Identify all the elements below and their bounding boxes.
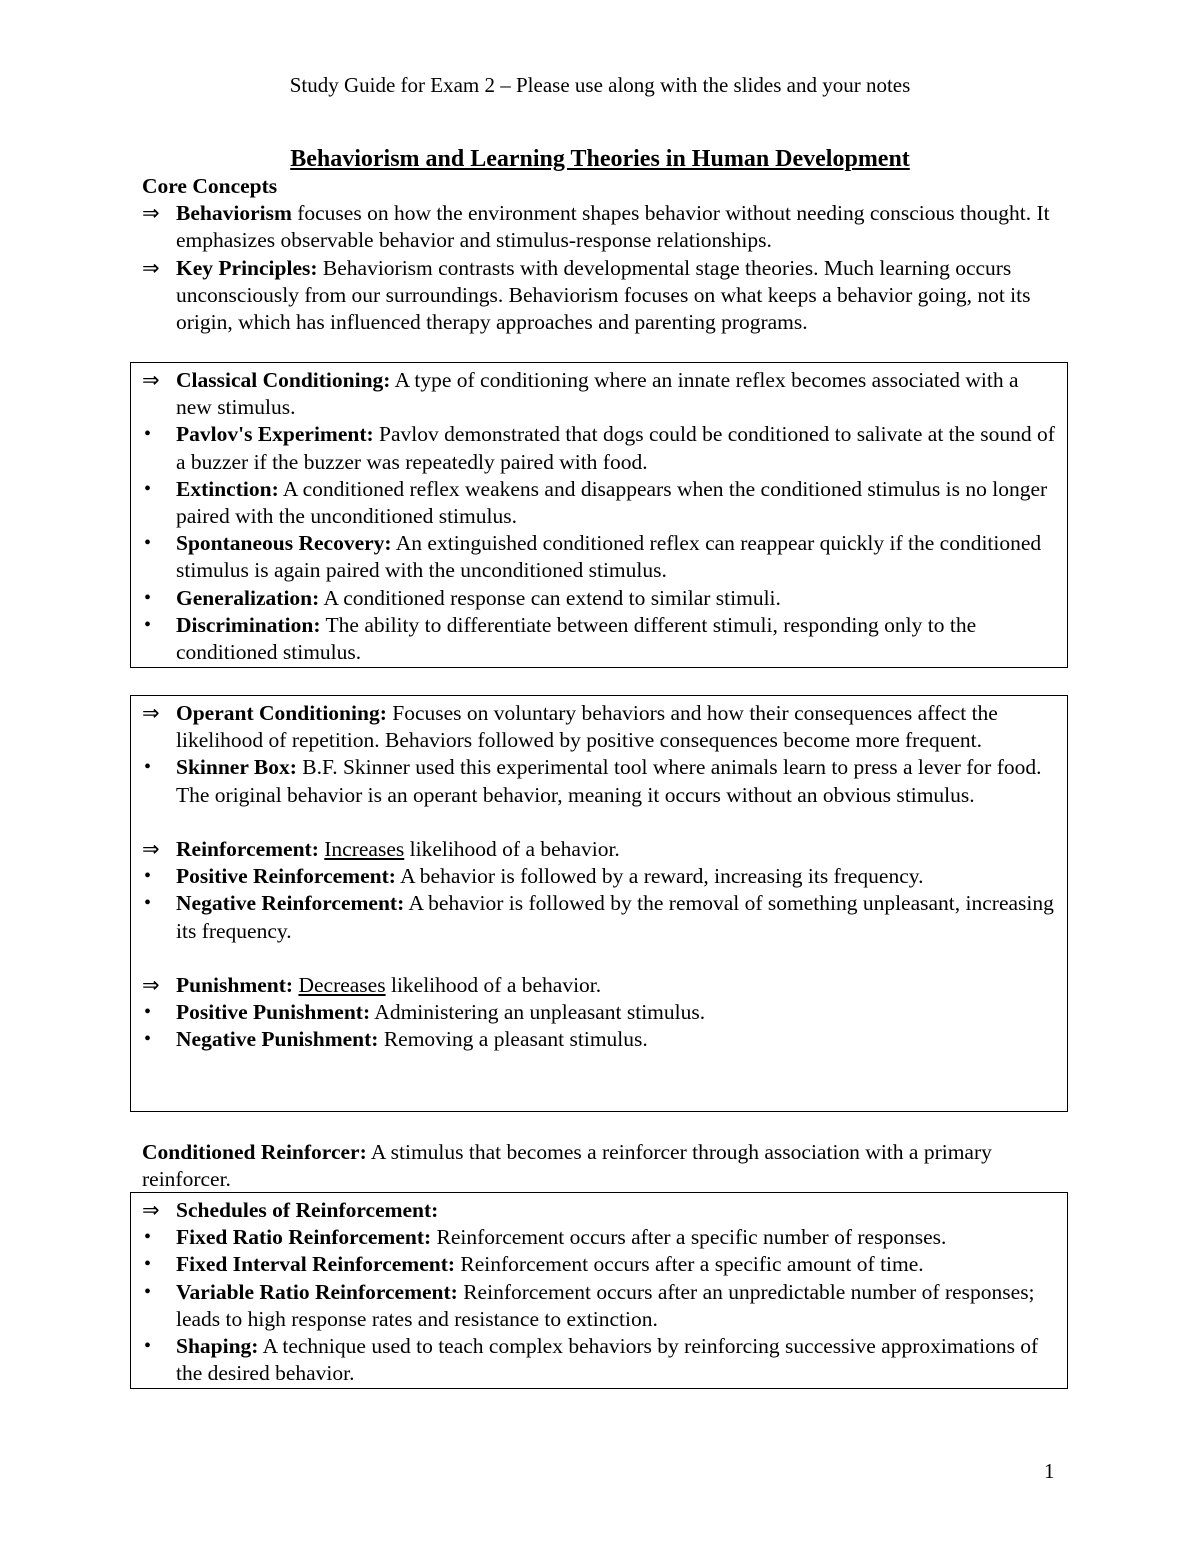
- arrow-icon: ⇒: [142, 1198, 160, 1222]
- classical-conditioning-box: [130, 362, 1068, 668]
- spacer: [142, 809, 1055, 836]
- bullet-item: • Extinction: A conditioned reflex weakens and disappears when the conditioned stimulus is no longer paired with the unconditioned stimulus.: [144, 476, 1048, 529]
- core-concepts-section: [142, 173, 1062, 336]
- bullet-item: • Fixed Interval Reinforcement: Reinforcement occurs after a specific amount of time.: [142, 1251, 1055, 1278]
- bullet-icon: •: [144, 1280, 152, 1303]
- page-number: 1: [1044, 1459, 1055, 1483]
- arrow-icon: ⇒: [142, 368, 160, 392]
- bullet-icon: •: [144, 865, 152, 888]
- bullet-item: • Negative Reinforcement: A behavior is followed by the removal of something unpleasant, increasing its frequency.: [144, 891, 1054, 943]
- schedules-box: [130, 1192, 1068, 1389]
- bullet-icon: •: [144, 1253, 152, 1276]
- spacer: [142, 945, 1055, 972]
- bullet-icon: •: [144, 532, 152, 555]
- bullet-icon: •: [144, 892, 152, 915]
- bullet-item: • Skinner Box: B.F. Skinner used this experimental tool where animals learn to press a lever for food. The original behavior is an operant behavior, meaning it occurs without an obvious stimulus.: [144, 755, 1042, 807]
- page-header: Study Guide for Exam 2 – Please use along with the slides and your notes: [289, 73, 911, 97]
- arrow-icon: ⇒: [142, 701, 160, 725]
- bullet-icon: •: [144, 1001, 152, 1024]
- operant-conditioning-box: [130, 695, 1068, 1112]
- bullet-icon: •: [144, 1335, 152, 1358]
- bullet-item: • Pavlov's Experiment: Pavlov demonstrated that dogs could be conditioned to salivate at the sound of a buzzer if the buzzer was repeatedly paired with food.: [144, 422, 1055, 474]
- bullet-item: • Variable Ratio Reinforcement: Reinforcement occurs after an unpredictable number of responses; leads to high response rates and resistance to extinction.: [144, 1279, 1035, 1331]
- operant-conditioning-item: ⇒ Operant Conditioning: Focuses on voluntary behaviors and how their consequences affect the likelihood of repetition. Behaviors followed by positive consequences become more frequent.: [142, 701, 998, 753]
- bullet-item: • Positive Punishment: Administering an unpleasant stimulus.: [142, 999, 1055, 1026]
- classical-conditioning-item: ⇒ Classical Conditioning: A type of conditioning where an innate reflex becomes associated with a new stimulus.: [142, 368, 1019, 420]
- bullet-icon: •: [144, 756, 152, 779]
- bullet-item: • Negative Punishment: Removing a pleasant stimulus.: [142, 1026, 1055, 1053]
- core-concepts-heading: Core Concepts: [142, 174, 278, 198]
- bullet-icon: •: [144, 586, 152, 609]
- arrow-icon: ⇒: [142, 255, 160, 280]
- document-title: Behaviorism and Learning Theories in Human Development: [290, 146, 910, 172]
- bullet-item: • Positive Reinforcement: A behavior is followed by a reward, increasing its frequency.: [142, 863, 1055, 890]
- core-item-behaviorism: ⇒ Behaviorism focuses on how the environment shapes behavior without needing conscious thought. It emphasizes observable behavior and stimulus-response relationships.: [142, 201, 1050, 253]
- arrow-icon: ⇒: [142, 973, 160, 997]
- bullet-item: • Fixed Ratio Reinforcement: Reinforcement occurs after a specific number of responses.: [142, 1224, 1055, 1251]
- core-item-key-principles: ⇒ Key Principles: Behaviorism contrasts with developmental stage theories. Much learning occurs unconsciously from our surroundings. Behaviorism focuses on what keeps a behavior going, not its origin, which has influenced therapy approaches and parenting programs.: [142, 255, 1031, 335]
- conditioned-reinforcer-text: Conditioned Reinforcer: A stimulus that becomes a reinforcer through association with a primary reinforcer.: [142, 1140, 992, 1192]
- bullet-item: • Discrimination: The ability to differentiate between different stimuli, responding only to the conditioned stimulus.: [144, 612, 977, 665]
- punishment-item: ⇒ Punishment: Decreases likelihood of a behavior.: [142, 972, 1055, 999]
- bullet-item: • Generalization: A conditioned response can extend to similar stimuli.: [142, 585, 1055, 612]
- bullet-icon: •: [144, 477, 152, 500]
- arrow-icon: ⇒: [142, 201, 160, 226]
- bullet-icon: •: [144, 1226, 152, 1249]
- bullet-icon: •: [144, 613, 152, 636]
- bullet-icon: •: [144, 423, 152, 446]
- arrow-icon: ⇒: [142, 837, 160, 861]
- conditioned-reinforcer-paragraph: [142, 1139, 1062, 1193]
- bullet-icon: •: [144, 1028, 152, 1051]
- bullet-item: • Spontaneous Recovery: An extinguished conditioned reflex can reappear quickly if the conditioned stimulus is again paired with the unconditioned stimulus.: [144, 531, 1042, 583]
- reinforcement-item: ⇒ Reinforcement: Increases likelihood of a behavior.: [142, 836, 1055, 863]
- bullet-item: • Shaping: A technique used to teach complex behaviors by reinforcing successive approximations of the desired behavior.: [144, 1334, 1039, 1386]
- schedules-item: ⇒ Schedules of Reinforcement:: [142, 1197, 1055, 1224]
